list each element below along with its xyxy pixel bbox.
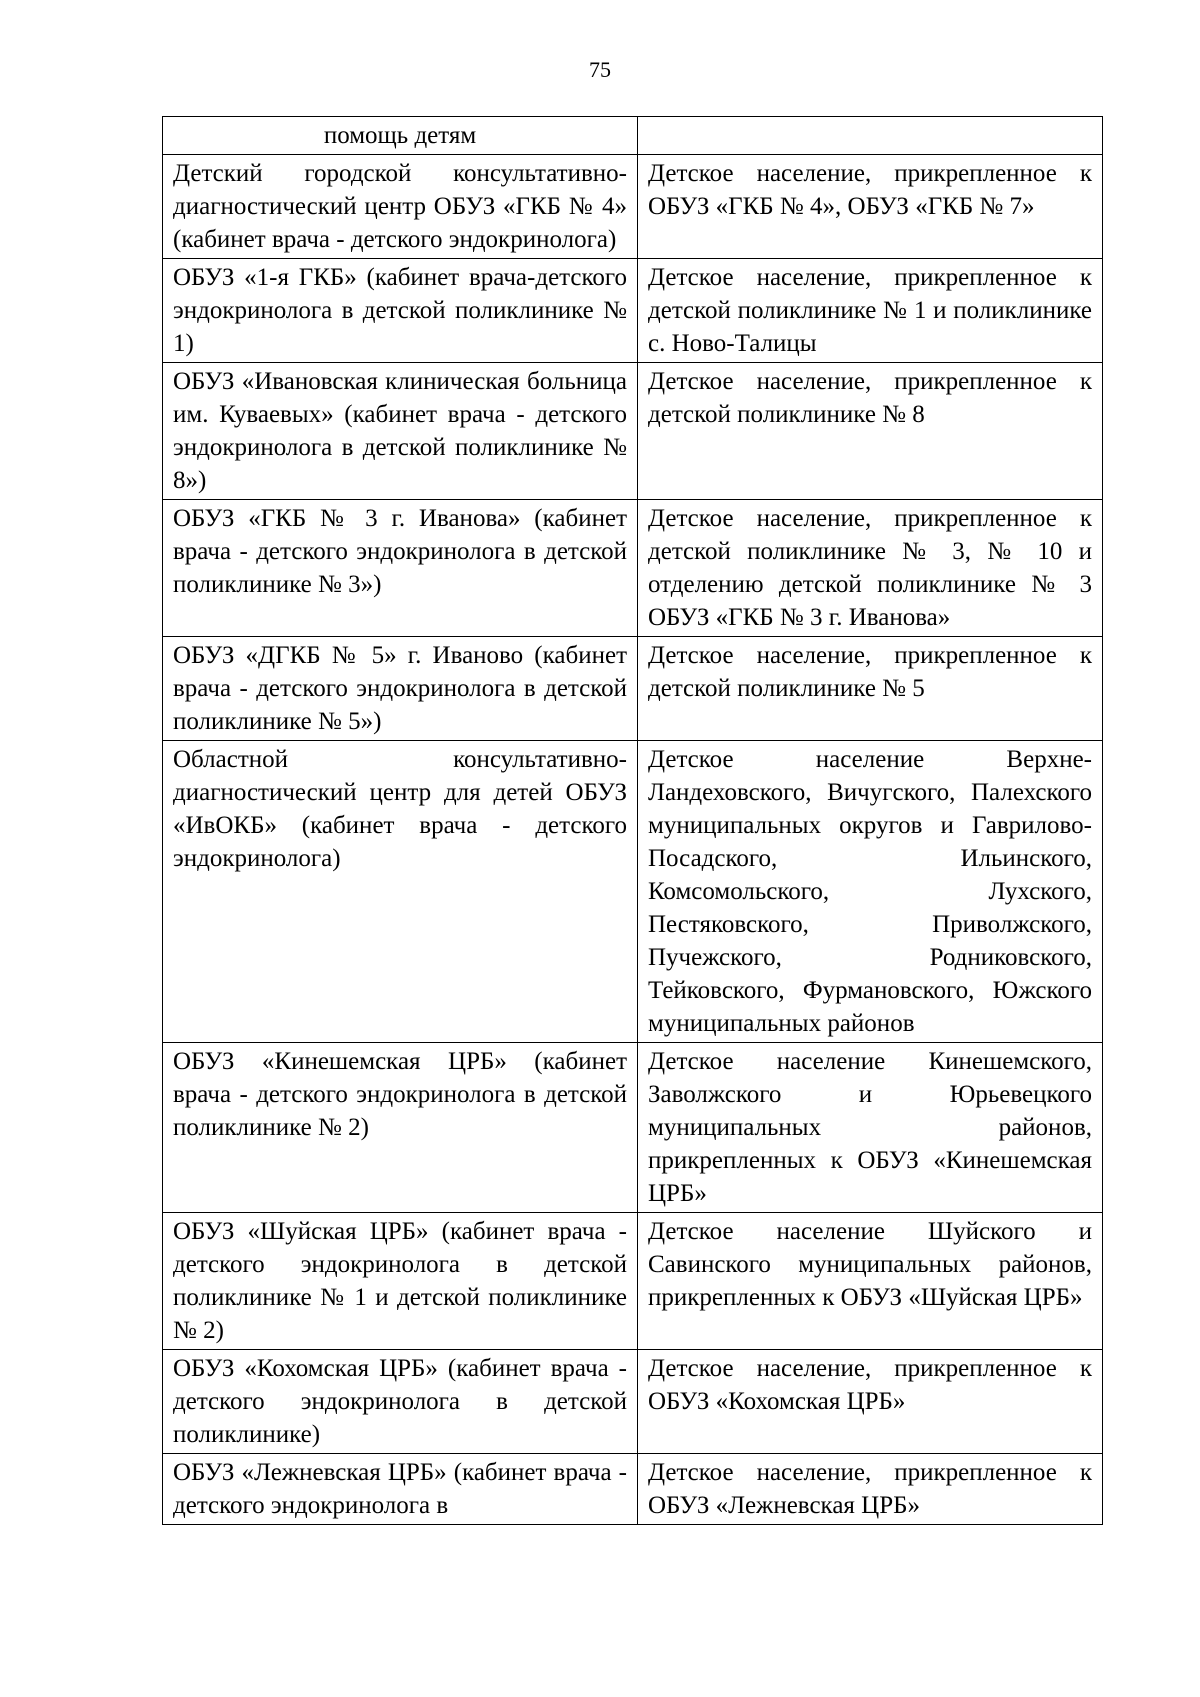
- table-row: [163, 1350, 1103, 1454]
- institution-cell: ОБУЗ «Кохомская ЦРБ» (кабинет врача - детского эндокринолога в детской поликлинике): [163, 1350, 638, 1454]
- population-cell: Детское население, прикрепленное к детской поликлинике № 1 и поликлинике с. Ново-Талицы: [638, 259, 1103, 363]
- page-number: 75: [589, 57, 611, 82]
- population-cell: Детское население Верхне-Ландеховского, Вичугского, Палехского муниципальных округов и Гаврилово-Посадского, Ильинского, Комсомольского, Лухского, Пестяковского, Приволжского, Пучежского, Родниковского, Тейковского, Фурмановского, Южского муниципальных районов: [638, 741, 1103, 1043]
- population-cell: Детское население, прикрепленное к детской поликлинике № 5: [638, 637, 1103, 741]
- institution-cell: ОБУЗ «Кинешемская ЦРБ» (кабинет врача - детского эндокринолога в детской поликлинике № 2): [163, 1043, 638, 1213]
- table-row: [163, 155, 1103, 259]
- table-row: [163, 1454, 1103, 1525]
- population-cell: Детское население Шуйского и Савинского муниципальных районов, прикрепленных к ОБУЗ «Шуйская ЦРБ»: [638, 1213, 1103, 1350]
- institution-cell: помощь детям: [163, 117, 638, 155]
- table-row: [163, 363, 1103, 500]
- institution-cell: ОБУЗ «Шуйская ЦРБ» (кабинет врача - детского эндокринолога в детской поликлинике № 1 и детской поликлинике № 2): [163, 1213, 638, 1350]
- institution-cell: ОБУЗ «1-я ГКБ» (кабинет врача-детского эндокринолога в детской поликлинике № 1): [163, 259, 638, 363]
- institution-cell: ОБУЗ «ДГКБ № 5» г. Иваново (кабинет врача - детского эндокринолога в детской поликлинике № 5»): [163, 637, 638, 741]
- population-cell: Детское население, прикрепленное к детской поликлинике № 8: [638, 363, 1103, 500]
- institution-cell: ОБУЗ «ГКБ № 3 г. Иванова» (кабинет врача - детского эндокринолога в детской поликлинике № 3»): [163, 500, 638, 637]
- population-cell: Детское население, прикрепленное к ОБУЗ «ГКБ № 4», ОБУЗ «ГКБ № 7»: [638, 155, 1103, 259]
- table-row: [163, 1043, 1103, 1213]
- population-cell: Детское население, прикрепленное к ОБУЗ «Лежневская ЦРБ»: [638, 1454, 1103, 1525]
- population-cell: Детское население Кинешемского, Заволжского и Юрьевецкого муниципальных районов, прикрепленных к ОБУЗ «Кинешемская ЦРБ»: [638, 1043, 1103, 1213]
- institution-cell: ОБУЗ «Лежневская ЦРБ» (кабинет врача - детского эндокринолога в: [163, 1454, 638, 1525]
- table-row: [163, 637, 1103, 741]
- table-row: [163, 741, 1103, 1043]
- institution-cell: Детский городской консультативно-диагностический центр ОБУЗ «ГКБ № 4» (кабинет врача - детского эндокринолога): [163, 155, 638, 259]
- population-cell: Детское население, прикрепленное к ОБУЗ «Кохомская ЦРБ»: [638, 1350, 1103, 1454]
- table-row: [163, 1213, 1103, 1350]
- population-cell: [638, 117, 1103, 155]
- table-row: [163, 117, 1103, 155]
- institution-cell: Областной консультативно-диагностический центр для детей ОБУЗ «ИвОКБ» (кабинет врача - детского эндокринолога): [163, 741, 638, 1043]
- institutions-table: [162, 116, 1103, 1525]
- table-row: [163, 259, 1103, 363]
- institution-cell: ОБУЗ «Ивановская клиническая больница им. Куваевых» (кабинет врача - детского эндокринолога в детской поликлинике № 8»): [163, 363, 638, 500]
- table-row: [163, 500, 1103, 637]
- population-cell: Детское население, прикрепленное к детской поликлинике № 3, № 10 и отделению детской поликлинике № 3 ОБУЗ «ГКБ № 3 г. Иванова»: [638, 500, 1103, 637]
